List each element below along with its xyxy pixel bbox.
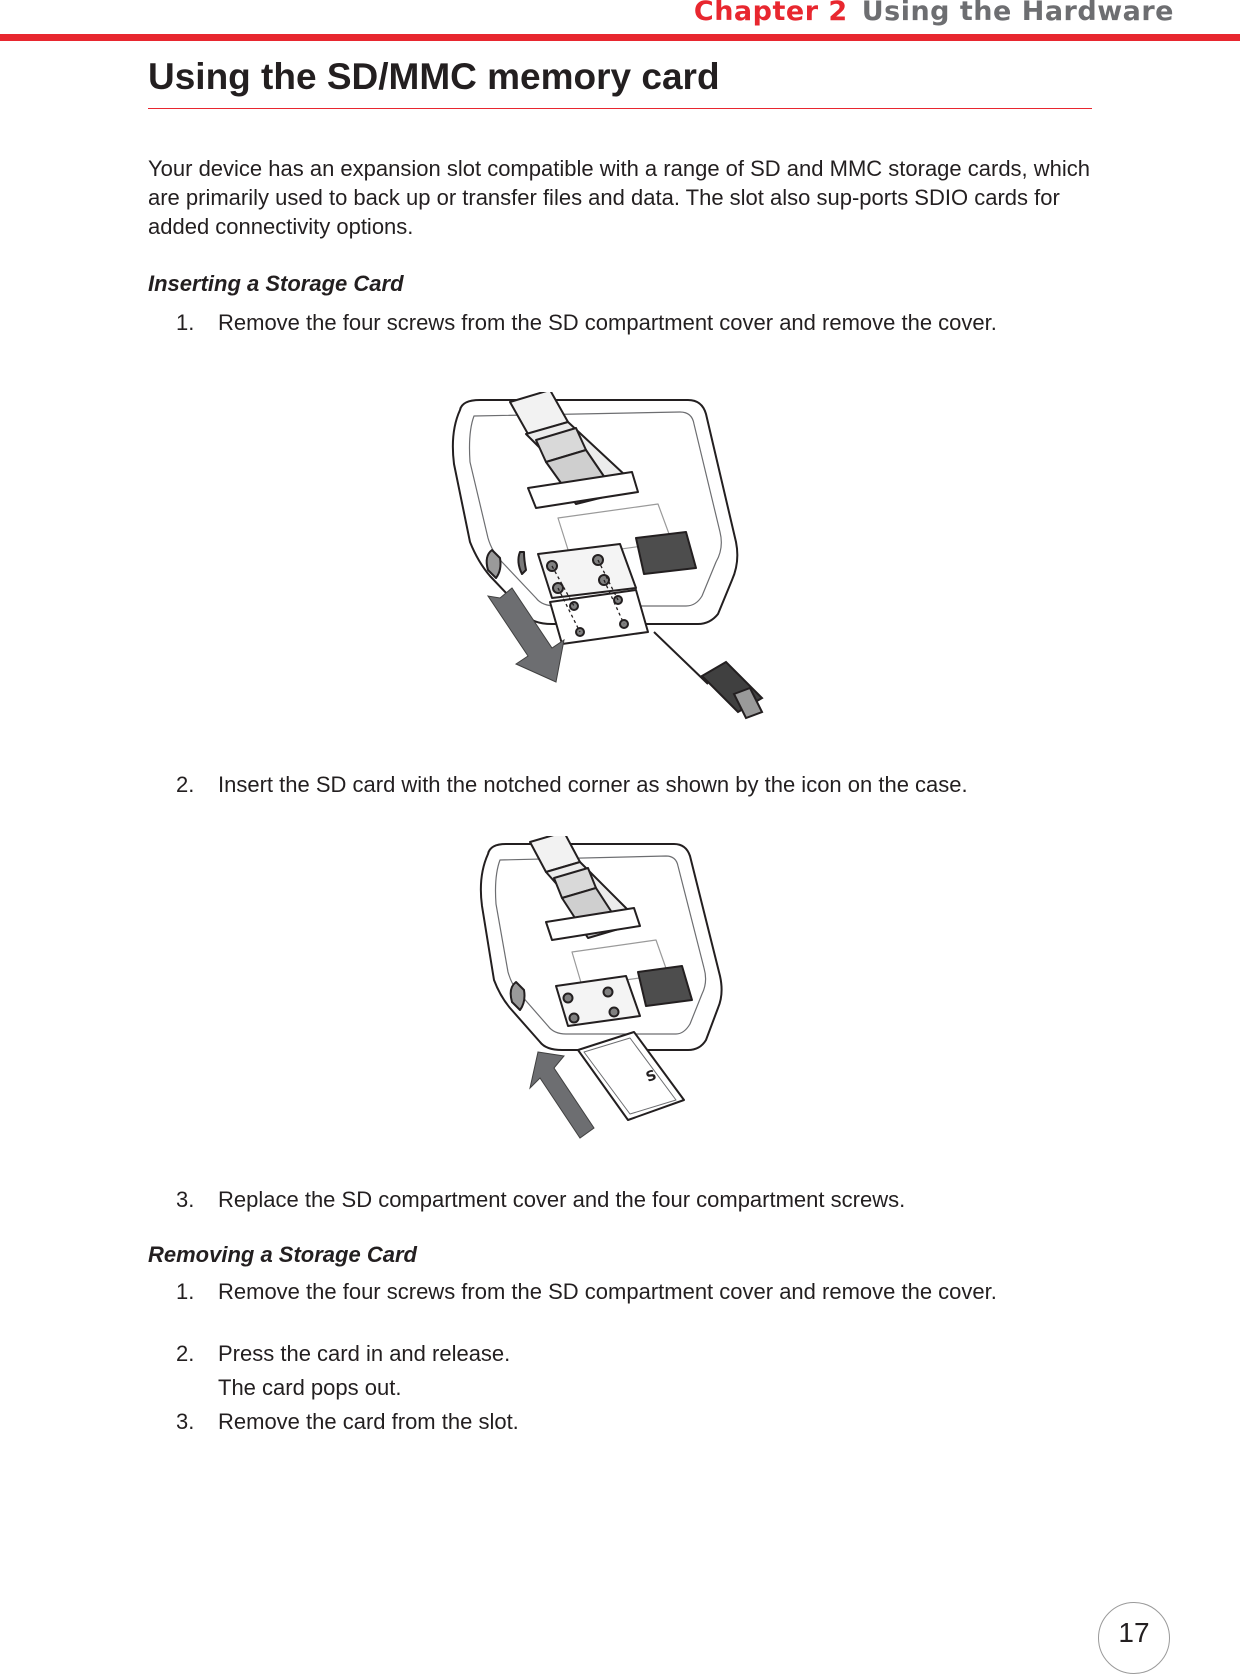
screw: [570, 602, 578, 610]
step-number: 2.: [176, 772, 195, 797]
chapter-label: Chapter 2: [693, 0, 848, 27]
step-text: Insert the SD card with the notched corner as shown by the icon on the case.: [218, 772, 968, 797]
figure-remove-cover: [440, 392, 810, 757]
step-number: 1.: [176, 1279, 195, 1304]
svg-text:S: S: [643, 1067, 659, 1086]
step-text: Remove the four screws from the SD compartment cover and remove the cover.: [218, 310, 997, 335]
step-text: Press the card in and release.: [218, 1341, 511, 1366]
step-text: Replace the SD compartment cover and the four compartment screws.: [218, 1187, 906, 1212]
inserting-heading: Inserting a Storage Card: [148, 271, 404, 296]
page-number: 17: [1118, 1617, 1150, 1648]
step-number: 1.: [176, 310, 195, 335]
sd-window: [636, 532, 696, 574]
step-number: 2.: [176, 1341, 195, 1366]
page-number-badge: [1098, 1602, 1170, 1674]
step-number: 3.: [176, 1187, 195, 1212]
page-title: Using the SD/MMC memory card: [148, 56, 720, 97]
figure-insert-card: [470, 836, 770, 1206]
title-rule: [148, 108, 1092, 109]
header-text: [694, 0, 1174, 27]
step-text: Remove the card from the slot.: [218, 1409, 519, 1434]
chapter-title: Using the Hardware: [861, 0, 1174, 27]
step-text: Remove the four screws from the SD compartment cover and remove the cover.: [218, 1279, 997, 1304]
header-rule: [0, 34, 1240, 41]
step-text: The card pops out.: [218, 1375, 402, 1400]
screwdriver: [654, 632, 762, 718]
intro-paragraph: Your device has an expansion slot compatible with a range of SD and MMC storage cards, which are primarily used to back up or transfer files and data. The slot also sup-ports SDIO cards for added connectivity options.: [148, 156, 1091, 239]
step-number: 3.: [176, 1409, 195, 1434]
up-arrow: [530, 1052, 594, 1138]
sd-window: [638, 966, 692, 1006]
running-header: [0, 0, 1240, 44]
removing-heading: Removing a Storage Card: [148, 1242, 417, 1267]
